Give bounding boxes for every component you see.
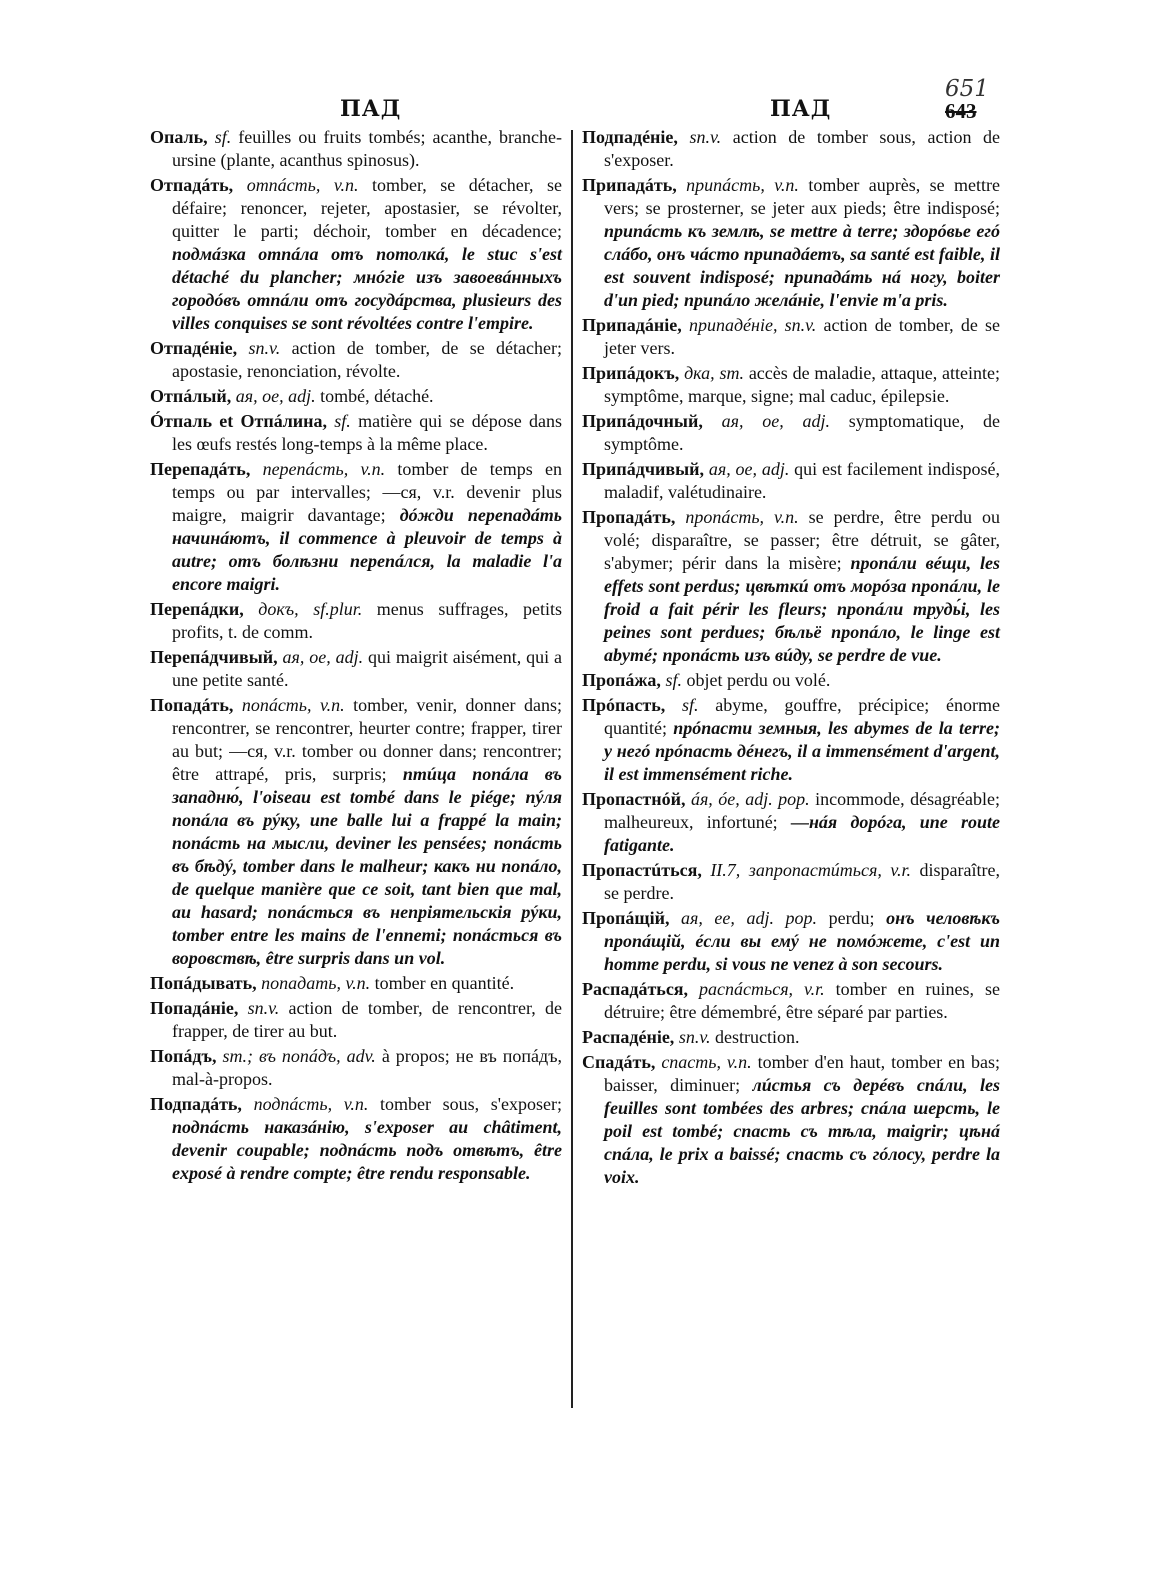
entry-headword: Перепадáть,	[150, 459, 251, 479]
entry-headword: Припадáть,	[582, 175, 677, 195]
right-running-head: ПАД	[770, 96, 832, 122]
entry-headword: Опаль,	[150, 127, 208, 147]
entry-grammar: ая, ее, adj. pop.	[681, 908, 818, 928]
entry-translation: incommode, désagréable; malheureux, infortuné;	[604, 789, 1001, 832]
left-running-head: ПАД	[340, 96, 402, 122]
dictionary-entry	[150, 972, 562, 995]
entry-headword: Попáдывать,	[150, 973, 257, 993]
entry-translation: objet perdu ou volé.	[686, 670, 831, 690]
entry-examples: пропáли вéщи, les effets sont perdus; цвѣткú отъ морóза пропáли, le froid a fait périr les fleurs; пропáли трудь́і, les peines sont perdues; бѣльё пропáло, le linge est abymé; пропáсть изъ вúду, se perdre de vue.	[604, 553, 1000, 665]
entry-translation: symptomatique, de symptôme.	[604, 411, 1001, 454]
dictionary-entry	[150, 126, 562, 172]
dictionary-entry	[150, 694, 562, 970]
entry-headword: Пропадáть,	[582, 507, 676, 527]
entry-grammar: ая, ое, adj.	[282, 647, 364, 667]
entry-grammar: перепáсть, v.n.	[262, 459, 386, 479]
dictionary-entry	[582, 669, 1000, 692]
entry-grammar: подпáсть, v.n.	[253, 1094, 369, 1114]
entry-translation: perdu;	[828, 908, 875, 928]
dictionary-entry	[582, 458, 1000, 504]
dictionary-entry	[150, 997, 562, 1043]
entry-grammar: ая, ое, adj.	[708, 459, 790, 479]
dictionary-entry	[150, 385, 562, 408]
entry-grammar: sf.	[214, 127, 232, 147]
entry-translation: tomber sous, s'exposer;	[380, 1094, 562, 1114]
entry-translation: tomber de temps en temps ou par intervalles; —ся, v.r. devenir plus maigre, maigrir davantage;	[172, 459, 562, 525]
dictionary-entry	[150, 598, 562, 644]
entry-grammar: sm.; въ попáдъ, adv.	[222, 1046, 376, 1066]
entry-examples: подпáсть наказáнію, s'exposer au châtiment, devenir coupable; подпáсть подъ отвѣтъ, être exposé à rendre compte; être rendu responsable.	[172, 1117, 562, 1183]
dictionary-entry	[582, 1026, 1000, 1049]
entry-grammar: sf.	[334, 411, 351, 431]
entry-headword: Пропáжа,	[582, 670, 661, 690]
dictionary-entry	[150, 174, 562, 335]
entry-headword: Попáдъ,	[150, 1046, 217, 1066]
entry-headword: Пропáщій,	[582, 908, 670, 928]
entry-headword: Припáдчивый,	[582, 459, 705, 479]
entry-examples: птúца попáла въ западню́, l'oiseau est tombé dans le piége; пýля попáла въ рýку, une balle lui a frappé la main; попáсть на мысли, deviner les pensées; попáсть въ бѣдý, tomber dans le malheur; какъ ни попáло, de quelque manière que ce soit, tant bien que mal, au hasard; попáсться въ непріятельскія рýки, tomber entre les mains de l'ennemi; попáсться въ воровствѣ, être surpris dans un vol.	[172, 764, 562, 968]
entry-translation: tomber en quantité.	[374, 973, 515, 993]
dictionary-entry	[582, 126, 1000, 172]
right-column	[582, 126, 1000, 1191]
entry-examples: дóжди перепадáть начинáютъ, il commence à pleuvoir de temps à autre; отъ болѣзни перепáлся, la maladie l'a encore maigri.	[172, 505, 563, 594]
entry-translation: action de tomber, de se jeter vers.	[604, 315, 1001, 358]
entry-translation: abyme, gouffre, précipice; énorme quantité;	[604, 695, 1001, 738]
dictionary-entry	[582, 314, 1000, 360]
dictionary-entry	[150, 646, 562, 692]
entry-translation: action de tomber, de rencontrer, de frapper, de tirer au but.	[172, 998, 562, 1041]
entry-headword: Распадéніе,	[582, 1027, 675, 1047]
dictionary-entry	[582, 694, 1000, 786]
dictionary-entry	[582, 788, 1000, 857]
entry-examples: припáсть къ землѣ, se mettre à terre; здорóвье егó слáбо, онъ чáсто припадáетъ, sa santé est faible, il est souvent indisposé; припадáть нá ногу, boiter d'un pied; припáло желáніе, l'envie m'a pris.	[604, 221, 1000, 310]
entry-examples: —нáя дорóга, une route fatigante.	[604, 812, 1001, 855]
entry-headword: Отпадáть,	[150, 175, 234, 195]
entry-headword: Попадáніе,	[150, 998, 239, 1018]
entry-translation: se perdre, être perdu ou volé; disparaître, se passer; être détruit, se gâter, s'abymer; périr dans la misère;	[604, 507, 1001, 573]
entry-translation: tombé, détaché.	[320, 386, 434, 406]
entry-translation: tomber auprès, se mettre vers; se prosterner, se jeter aux pieds; être indisposé;	[604, 175, 1001, 218]
entry-examples: лúстья съ дерéвъ спáли, les feuilles sont tombées des arbres; спáла шерсть, le poil est tombé; спасть съ тѣла, maigrir; цѣнá спáла, le prix a baissé; спасть съ гóлосу, perdre la voix.	[604, 1075, 1000, 1187]
entry-grammar: отпáсть, v.n.	[246, 175, 359, 195]
entry-translation: tomber d'en haut, tomber en bas; baisser, diminuer;	[604, 1052, 1001, 1095]
entry-headword: Пропастнóй,	[582, 789, 686, 809]
entry-headword: Пропастúться,	[582, 860, 702, 880]
dictionary-entry	[150, 410, 562, 456]
entry-grammar: докъ, sf.plur.	[258, 599, 363, 619]
entry-grammar: ая, ое, adj.	[721, 411, 830, 431]
entry-translation: tomber, se détacher, se défaire; renoncer, rejeter, apostasier, se révolter, quitter le parti; déchoir, tomber en décadence;	[172, 175, 563, 241]
entry-headword: Прóпасть,	[582, 695, 666, 715]
entry-headword: Подпадáть,	[150, 1094, 242, 1114]
entry-grammar: sn.v.	[248, 338, 281, 358]
dictionary-entry	[582, 506, 1000, 667]
entry-translation: tomber en ruines, se détruire; être démembré, être séparé par parties.	[604, 979, 1000, 1022]
entry-grammar: ая, ое, adj.	[235, 386, 316, 406]
entry-headword: Спадáть,	[582, 1052, 656, 1072]
entry-translation: tomber, venir, donner dans; rencontrer, se rencontrer, heurter contre; frapper, tirer au but; —ся, v.r. tomber ou donner dans; rencontrer; être attrapé, pris, surpris;	[172, 695, 562, 784]
entry-grammar: sn.v.	[247, 998, 280, 1018]
dictionary-entry	[582, 362, 1000, 408]
entry-grammar: sn.v.	[689, 127, 722, 147]
entry-grammar: спасть, v.n.	[661, 1052, 752, 1072]
entry-headword: Отпадéніе,	[150, 338, 238, 358]
entry-grammar: пропáсть, v.n.	[685, 507, 799, 527]
entry-translation: qui maigrit aisément, qui a une petite santé.	[172, 647, 563, 690]
entry-grammar: II.7, запропастúться, v.r.	[710, 860, 912, 880]
entry-headword: Перепáдки,	[150, 599, 244, 619]
left-column	[150, 126, 562, 1187]
entry-examples: прóпасти земныя, les abymes de la terre; у негó прóпасть дéнегъ, il a immensément d'argent, il est immensément riche.	[604, 718, 1001, 784]
entry-grammar: припáсть, v.n.	[686, 175, 799, 195]
dictionary-entry	[150, 1045, 562, 1091]
entry-headword: Подпадéніе,	[582, 127, 678, 147]
entry-grammar: попáсть, v.n.	[241, 695, 345, 715]
page-number: 643	[945, 99, 977, 123]
entry-grammar: попадать, v.n.	[261, 973, 371, 993]
entry-translation: action de tomber sous, action de s'exposer.	[604, 127, 1001, 170]
dictionary-entry	[582, 174, 1000, 312]
entry-grammar: sn.v.	[678, 1027, 711, 1047]
entry-translation: destruction.	[714, 1027, 800, 1047]
entry-grammar: распáсться, v.r.	[699, 979, 825, 999]
entry-headword: Распадáться,	[582, 979, 689, 999]
dictionary-entry	[150, 1093, 562, 1185]
dictionary-entry	[582, 1051, 1000, 1189]
entry-headword: Припадáніе,	[582, 315, 682, 335]
entry-translation: accès de maladie, attaque, atteinte; symptôme, marque, signe; mal caduc, épilepsie.	[604, 363, 1000, 406]
dictionary-entry	[150, 337, 562, 383]
entry-headword: Перепáдчивый,	[150, 647, 278, 667]
entry-headword: Припáдочный,	[582, 411, 703, 431]
entry-translation: disparaître, se perdre.	[604, 860, 1000, 903]
entry-translation: menus suffrages, petits profits, t. de comm.	[172, 599, 563, 642]
entry-grammar: áя, óе, adj. pop.	[690, 789, 810, 809]
entry-translation: feuilles ou fruits tombés; acanthe, branche-ursine (plante, acanthus spinosus).	[172, 127, 562, 170]
entry-grammar: sf.	[681, 695, 699, 715]
entry-headword: Попадáть,	[150, 695, 234, 715]
entry-translation: action de tomber, de se détacher; apostasie, renonciation, révolte.	[172, 338, 563, 381]
dictionary-entry	[582, 907, 1000, 976]
dictionary-entry	[582, 978, 1000, 1024]
entry-headword: Отпáлый,	[150, 386, 232, 406]
column-divider	[571, 130, 573, 1408]
entry-grammar: дка, sm.	[684, 363, 744, 383]
entry-translation: qui est facilement indisposé, maladif, valétudinaire.	[604, 459, 1001, 502]
entry-examples: онъ человѣкъ пропáщій, éсли вы емý не помóжете, c'est un homme perdu, si vous ne venez à son secours.	[604, 908, 1001, 974]
entry-grammar: sf.	[665, 670, 682, 690]
handwritten-page-number: 651	[945, 76, 989, 102]
dictionary-entry	[150, 458, 562, 596]
entry-translation: à propos; не въ попáдъ, mal-à-propos.	[172, 1046, 563, 1089]
entry-headword: Óтпаль et Отпáлина,	[150, 411, 328, 431]
entry-examples: подмáзка отпáла отъ потолкá, le stuc s'est détaché du plancher; мнóгіе изъ завоевáнныхъ городóвъ отпáли отъ госудáрства, plusieurs des villes conquises se sont révoltées contre l'empire.	[172, 244, 562, 333]
entry-translation: matière qui se dépose dans les œufs restés long-temps à la même place.	[172, 411, 563, 454]
entry-grammar: припадéніе, sn.v.	[688, 315, 817, 335]
entry-headword: Припáдокъ,	[582, 363, 680, 383]
dictionary-entry	[582, 859, 1000, 905]
dictionary-entry	[582, 410, 1000, 456]
